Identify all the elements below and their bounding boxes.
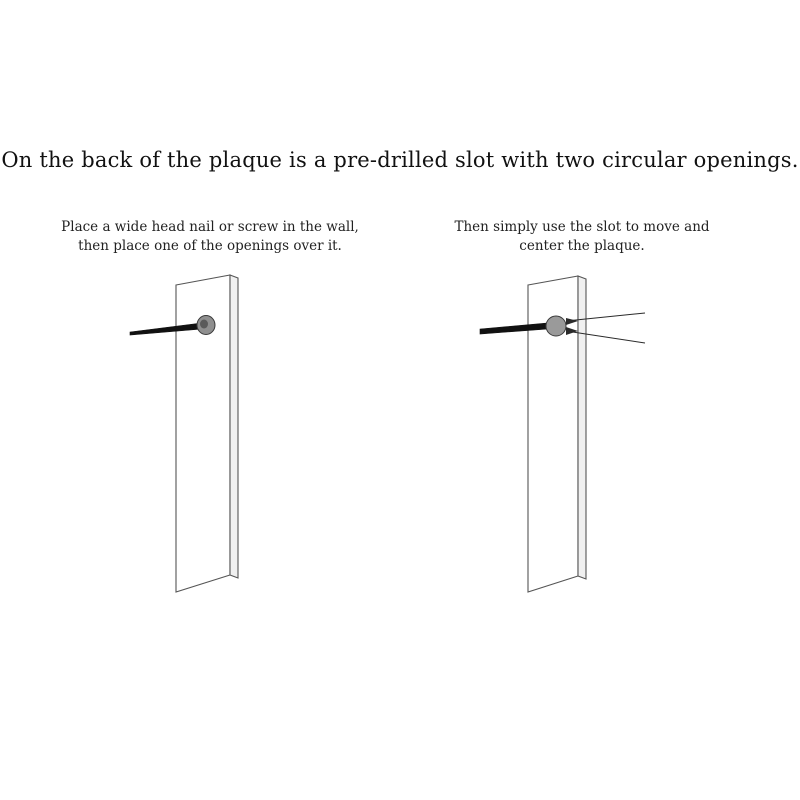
figure-right-illustration (470, 255, 750, 615)
figure-left-illustration (120, 255, 400, 615)
nail-head-highlight (200, 320, 208, 329)
figure-left-caption-line1: Place a wide head nail or screw in the wall, (61, 219, 359, 235)
figure-right-caption-line1: Then simply use the slot to move and (454, 219, 710, 235)
figure-left-caption (35, 218, 385, 256)
slot-opening (546, 316, 566, 336)
figure-right-caption (412, 218, 752, 256)
plaque-edge (578, 276, 586, 579)
figure-left-caption-line2: then place one of the openings over it. (78, 238, 342, 254)
figure-right-caption-line2: center the plaque. (519, 238, 645, 254)
plaque-edge (230, 275, 238, 578)
page-title: On the back of the plaque is a pre-drilled slot with two circular openings. (1, 148, 799, 172)
